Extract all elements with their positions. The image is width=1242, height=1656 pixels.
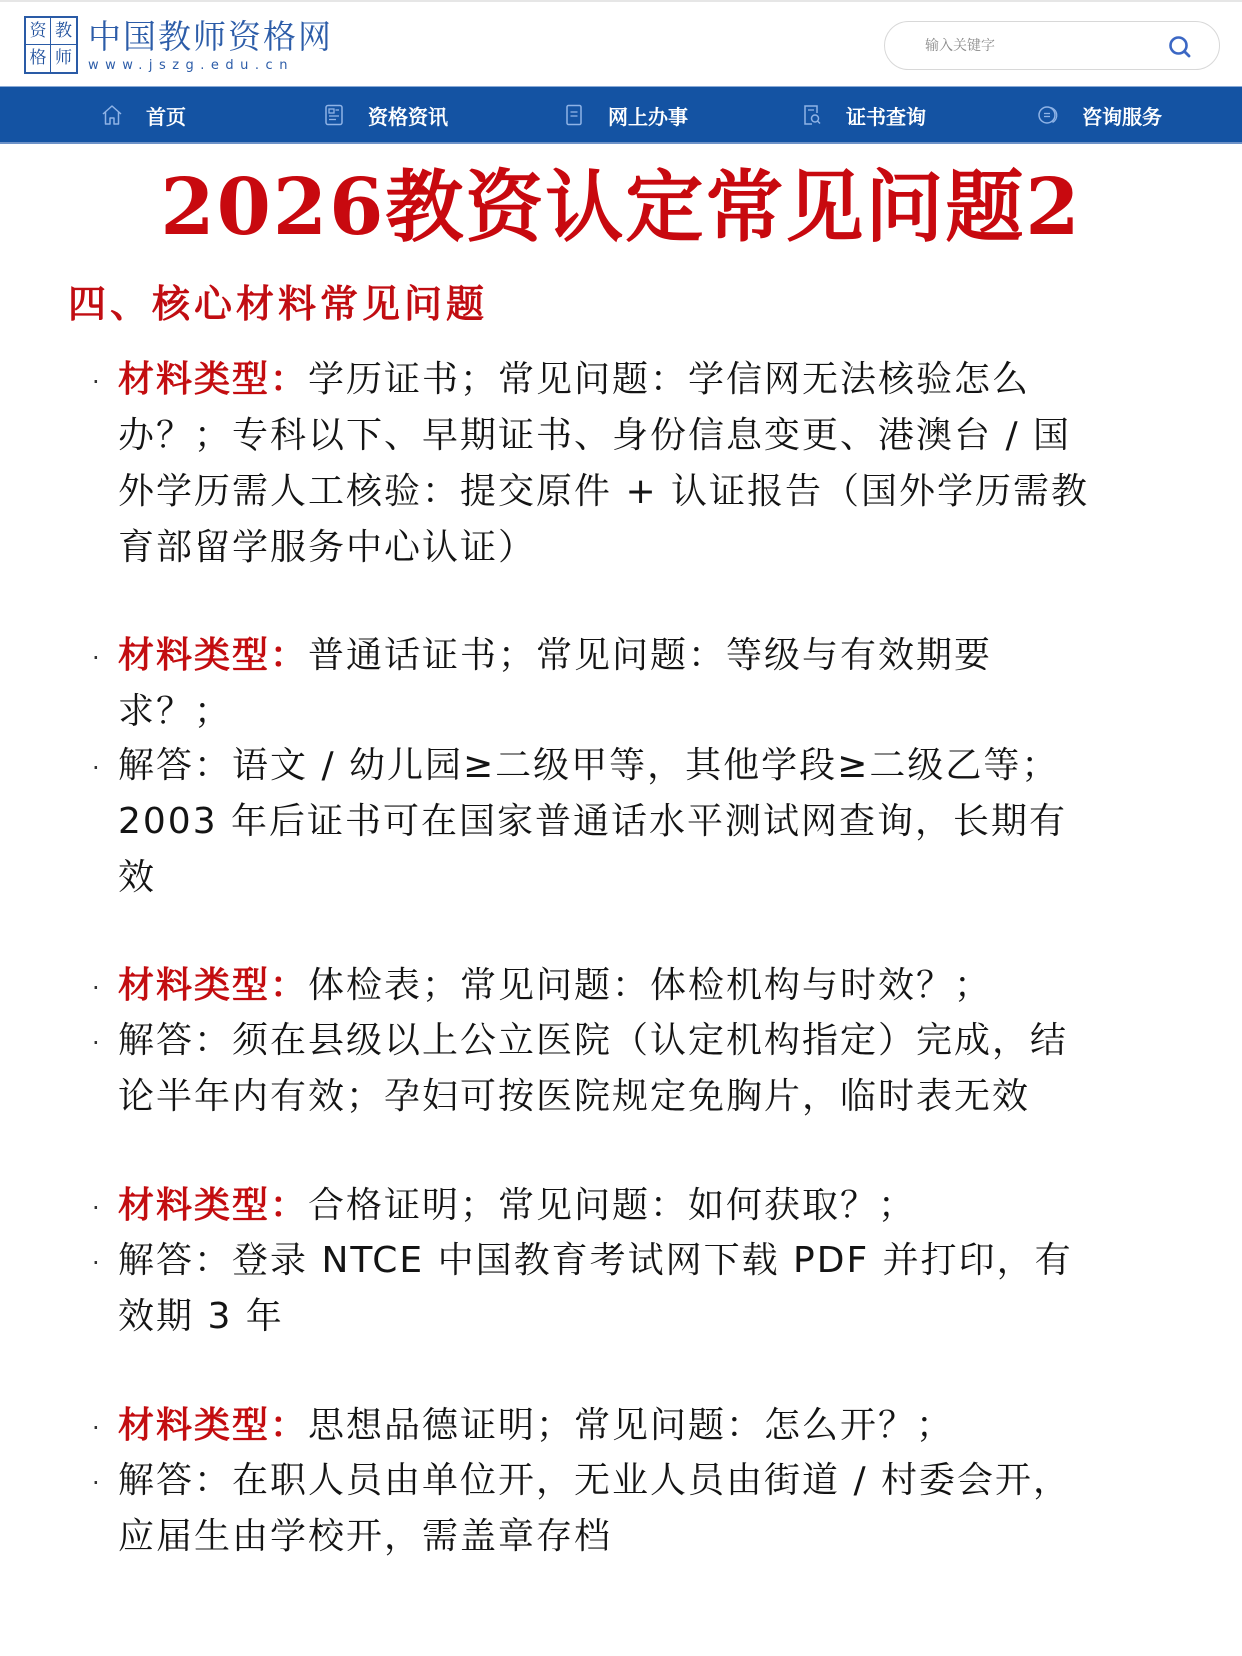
bullet-dot: · bbox=[92, 1194, 100, 1222]
site-logo[interactable] bbox=[24, 16, 333, 74]
faq-answer-line: 解答：语文 / 幼儿园≥二级甲等，其他学段≥二级乙等； bbox=[118, 745, 1060, 786]
material-type-label: 材料类型： bbox=[118, 965, 309, 1006]
site-name: 中国教师资格网 bbox=[88, 16, 333, 56]
nav-label: 资格资讯 bbox=[368, 104, 448, 129]
nav-label: 咨询服务 bbox=[1082, 104, 1162, 129]
certificate-search-icon bbox=[800, 103, 824, 127]
bullet-dot: · bbox=[92, 1414, 100, 1442]
nav-label: 首页 bbox=[146, 104, 186, 129]
page-title: 2026教资认定常见问题2 bbox=[160, 162, 1082, 253]
home-icon bbox=[100, 103, 124, 127]
nav-item-certificate-query[interactable] bbox=[800, 87, 926, 143]
logo-char: 格 bbox=[26, 45, 51, 72]
faq-text-line: 求？； bbox=[118, 691, 233, 732]
bullet-dot: · bbox=[92, 644, 100, 672]
bullet-dot: · bbox=[92, 974, 100, 1002]
faq-text-line: 办？；专科以下、早期证书、身份信息变更、港澳台 / 国 bbox=[118, 415, 1072, 456]
logo-char: 教 bbox=[51, 18, 76, 45]
material-type-label: 材料类型： bbox=[118, 1405, 309, 1446]
material-type-label: 材料类型： bbox=[118, 1185, 309, 1226]
faq-question-line: 材料类型：学历证书；常见问题：学信网无法核验怎么 bbox=[118, 359, 1031, 400]
site-url: www.jszg.edu.cn bbox=[88, 57, 294, 73]
logo-emblem bbox=[24, 16, 78, 74]
nav-item-online-service[interactable] bbox=[562, 87, 688, 143]
search-icon bbox=[1167, 34, 1193, 60]
material-type-label: 材料类型： bbox=[118, 359, 309, 400]
faq-answer-line: 解答：须在县级以上公立医院（认定机构指定）完成，结 bbox=[118, 1020, 1069, 1061]
chat-icon bbox=[1036, 103, 1060, 127]
search-button[interactable] bbox=[1167, 34, 1193, 60]
bullet-dot: · bbox=[92, 1469, 100, 1497]
news-icon bbox=[322, 103, 346, 127]
bullet-dot: · bbox=[92, 368, 100, 396]
faq-answer-line: 2003 年后证书可在国家普通话水平测试网查询，长期有 bbox=[118, 801, 1068, 842]
nav-item-consult[interactable] bbox=[1036, 87, 1162, 143]
search-input[interactable] bbox=[925, 34, 1145, 58]
main-nav bbox=[0, 86, 1242, 144]
faq-answer-line: 解答：在职人员由单位开，无业人员由街道 / 村委会开， bbox=[118, 1460, 1072, 1501]
nav-label: 证书查询 bbox=[846, 104, 926, 129]
site-header bbox=[0, 0, 1242, 86]
bullet-dot: · bbox=[92, 754, 100, 782]
nav-item-home[interactable] bbox=[100, 87, 186, 143]
faq-answer-line: 解答：登录 NTCE 中国教育考试网下载 PDF 并打印，有 bbox=[118, 1240, 1073, 1281]
faq-text-line: 外学历需人工核验：提交原件 + 认证报告（国外学历需教 bbox=[118, 471, 1090, 512]
faq-question-line: 材料类型：思想品德证明；常见问题：怎么开？； bbox=[118, 1405, 955, 1446]
nav-label: 网上办事 bbox=[608, 104, 688, 129]
logo-char: 资 bbox=[26, 18, 51, 45]
faq-text-line: 育部留学服务中心认证） bbox=[118, 527, 537, 568]
material-type-label: 材料类型： bbox=[118, 635, 309, 676]
faq-question-line: 材料类型：体检表；常见问题：体检机构与时效？； bbox=[118, 965, 993, 1006]
faq-answer-line: 效期 3 年 bbox=[118, 1296, 284, 1337]
bullet-dot: · bbox=[92, 1029, 100, 1057]
nav-item-news[interactable] bbox=[322, 87, 448, 143]
faq-answer-line: 论半年内有效；孕妇可按医院规定免胸片，临时表无效 bbox=[118, 1076, 1031, 1117]
bullet-dot: · bbox=[92, 1249, 100, 1277]
logo-char: 师 bbox=[55, 48, 72, 68]
faq-answer-line: 应届生由学校开，需盖章存档 bbox=[118, 1516, 613, 1557]
faq-question-line: 材料类型：普通话证书；常见问题：等级与有效期要 bbox=[118, 635, 993, 676]
faq-question-line: 材料类型：合格证明；常见问题：如何获取？； bbox=[118, 1185, 917, 1226]
search-box bbox=[884, 21, 1220, 70]
faq-answer-line: 效 bbox=[118, 857, 157, 898]
document-icon bbox=[562, 103, 586, 127]
section-heading: 四、核心材料常见问题 bbox=[68, 282, 489, 326]
